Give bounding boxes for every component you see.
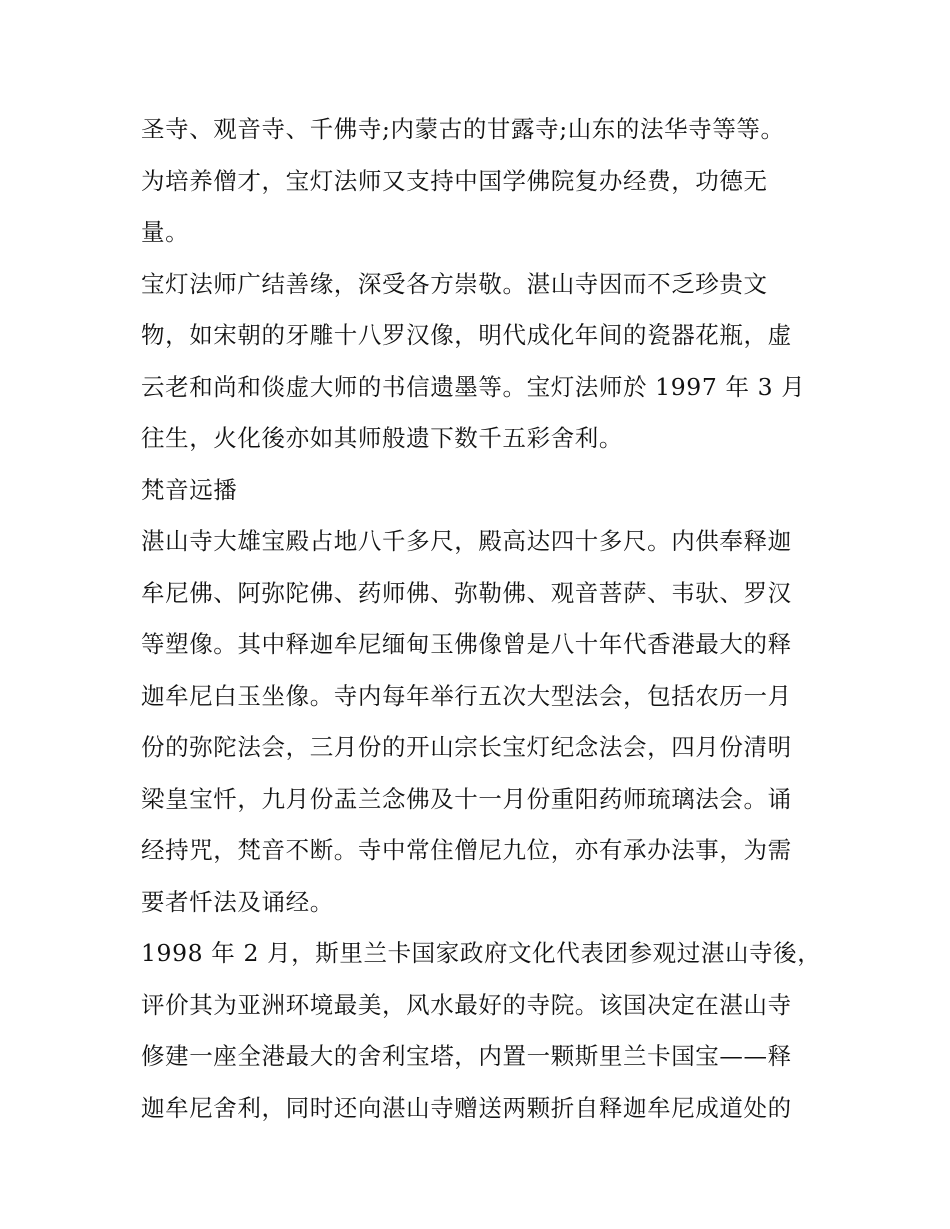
text-line: 评价其为亚洲环境最美，风水最好的寺院。该国决定在湛山寺 [141, 990, 792, 1019]
text-line: 修建一座全港最大的舍利宝塔，内置一颗斯里兰卡国宝——释 [141, 1042, 792, 1070]
text-line: 量。 [141, 218, 190, 246]
text-line: 往生，火化後亦如其师般遗下数千五彩舍利。 [141, 424, 623, 452]
section-heading-fanyin [141, 465, 821, 517]
text-line: 湛山寺大雄宝殿占地八千多尺，殿高达四十多尺。内供奉释迦 [141, 527, 792, 555]
text-line: 为培养僧才，宝灯法师又支持中国学佛院复办经费，功德无 [141, 166, 768, 195]
text-line: 云老和尚和倓虚大师的书信遗墨等。宝灯法师於 1997 年 3 月 [141, 372, 806, 401]
text-line: 1998 年 2 月，斯里兰卡国家政府文化代表团参观过湛山寺後， [141, 939, 822, 967]
text-line: 圣寺、观音寺、千佛寺;内蒙古的甘露寺;山东的法华寺等等。 [141, 115, 785, 143]
text-line: 迦牟尼白玉坐像。寺内每年举行五次大型法会，包括农历一月 [141, 681, 792, 710]
section-heading: 梵音远播 [141, 475, 238, 504]
text-line: 牟尼佛、阿弥陀佛、药师佛、弥勒佛、观音菩萨、韦驮、罗汉 [141, 578, 792, 607]
text-line: 要者忏法及诵经。 [141, 887, 334, 916]
paragraph-main-hall [141, 516, 821, 928]
text-line: 物，如宋朝的牙雕十八罗汉像，明代成化年间的瓷器花瓶，虚 [141, 321, 792, 349]
paragraph-relics [141, 259, 821, 465]
text-line: 份的弥陀法会，三月份的开山宗长宝灯纪念法会，四月份清明 [141, 733, 792, 761]
text-line: 等塑像。其中释迦牟尼缅甸玉佛像曾是八十年代香港最大的释 [141, 630, 792, 658]
paragraph-sri-lanka [141, 928, 821, 1134]
text-line: 经持咒，梵音不断。寺中常住僧尼九位，亦有承办法事，为需 [141, 836, 792, 864]
text-line: 梁皇宝忏，九月份盂兰念佛及十一月份重阳药师琉璃法会。诵 [141, 784, 792, 813]
document-body [141, 104, 821, 1134]
paragraph-temples-list [141, 104, 821, 259]
text-line: 宝灯法师广结善缘，深受各方崇敬。湛山寺因而不乏珍贵文 [141, 269, 768, 298]
text-line: 迦牟尼舍利，同时还向湛山寺赠送两颗折自释迦牟尼成道处的 [141, 1093, 792, 1122]
